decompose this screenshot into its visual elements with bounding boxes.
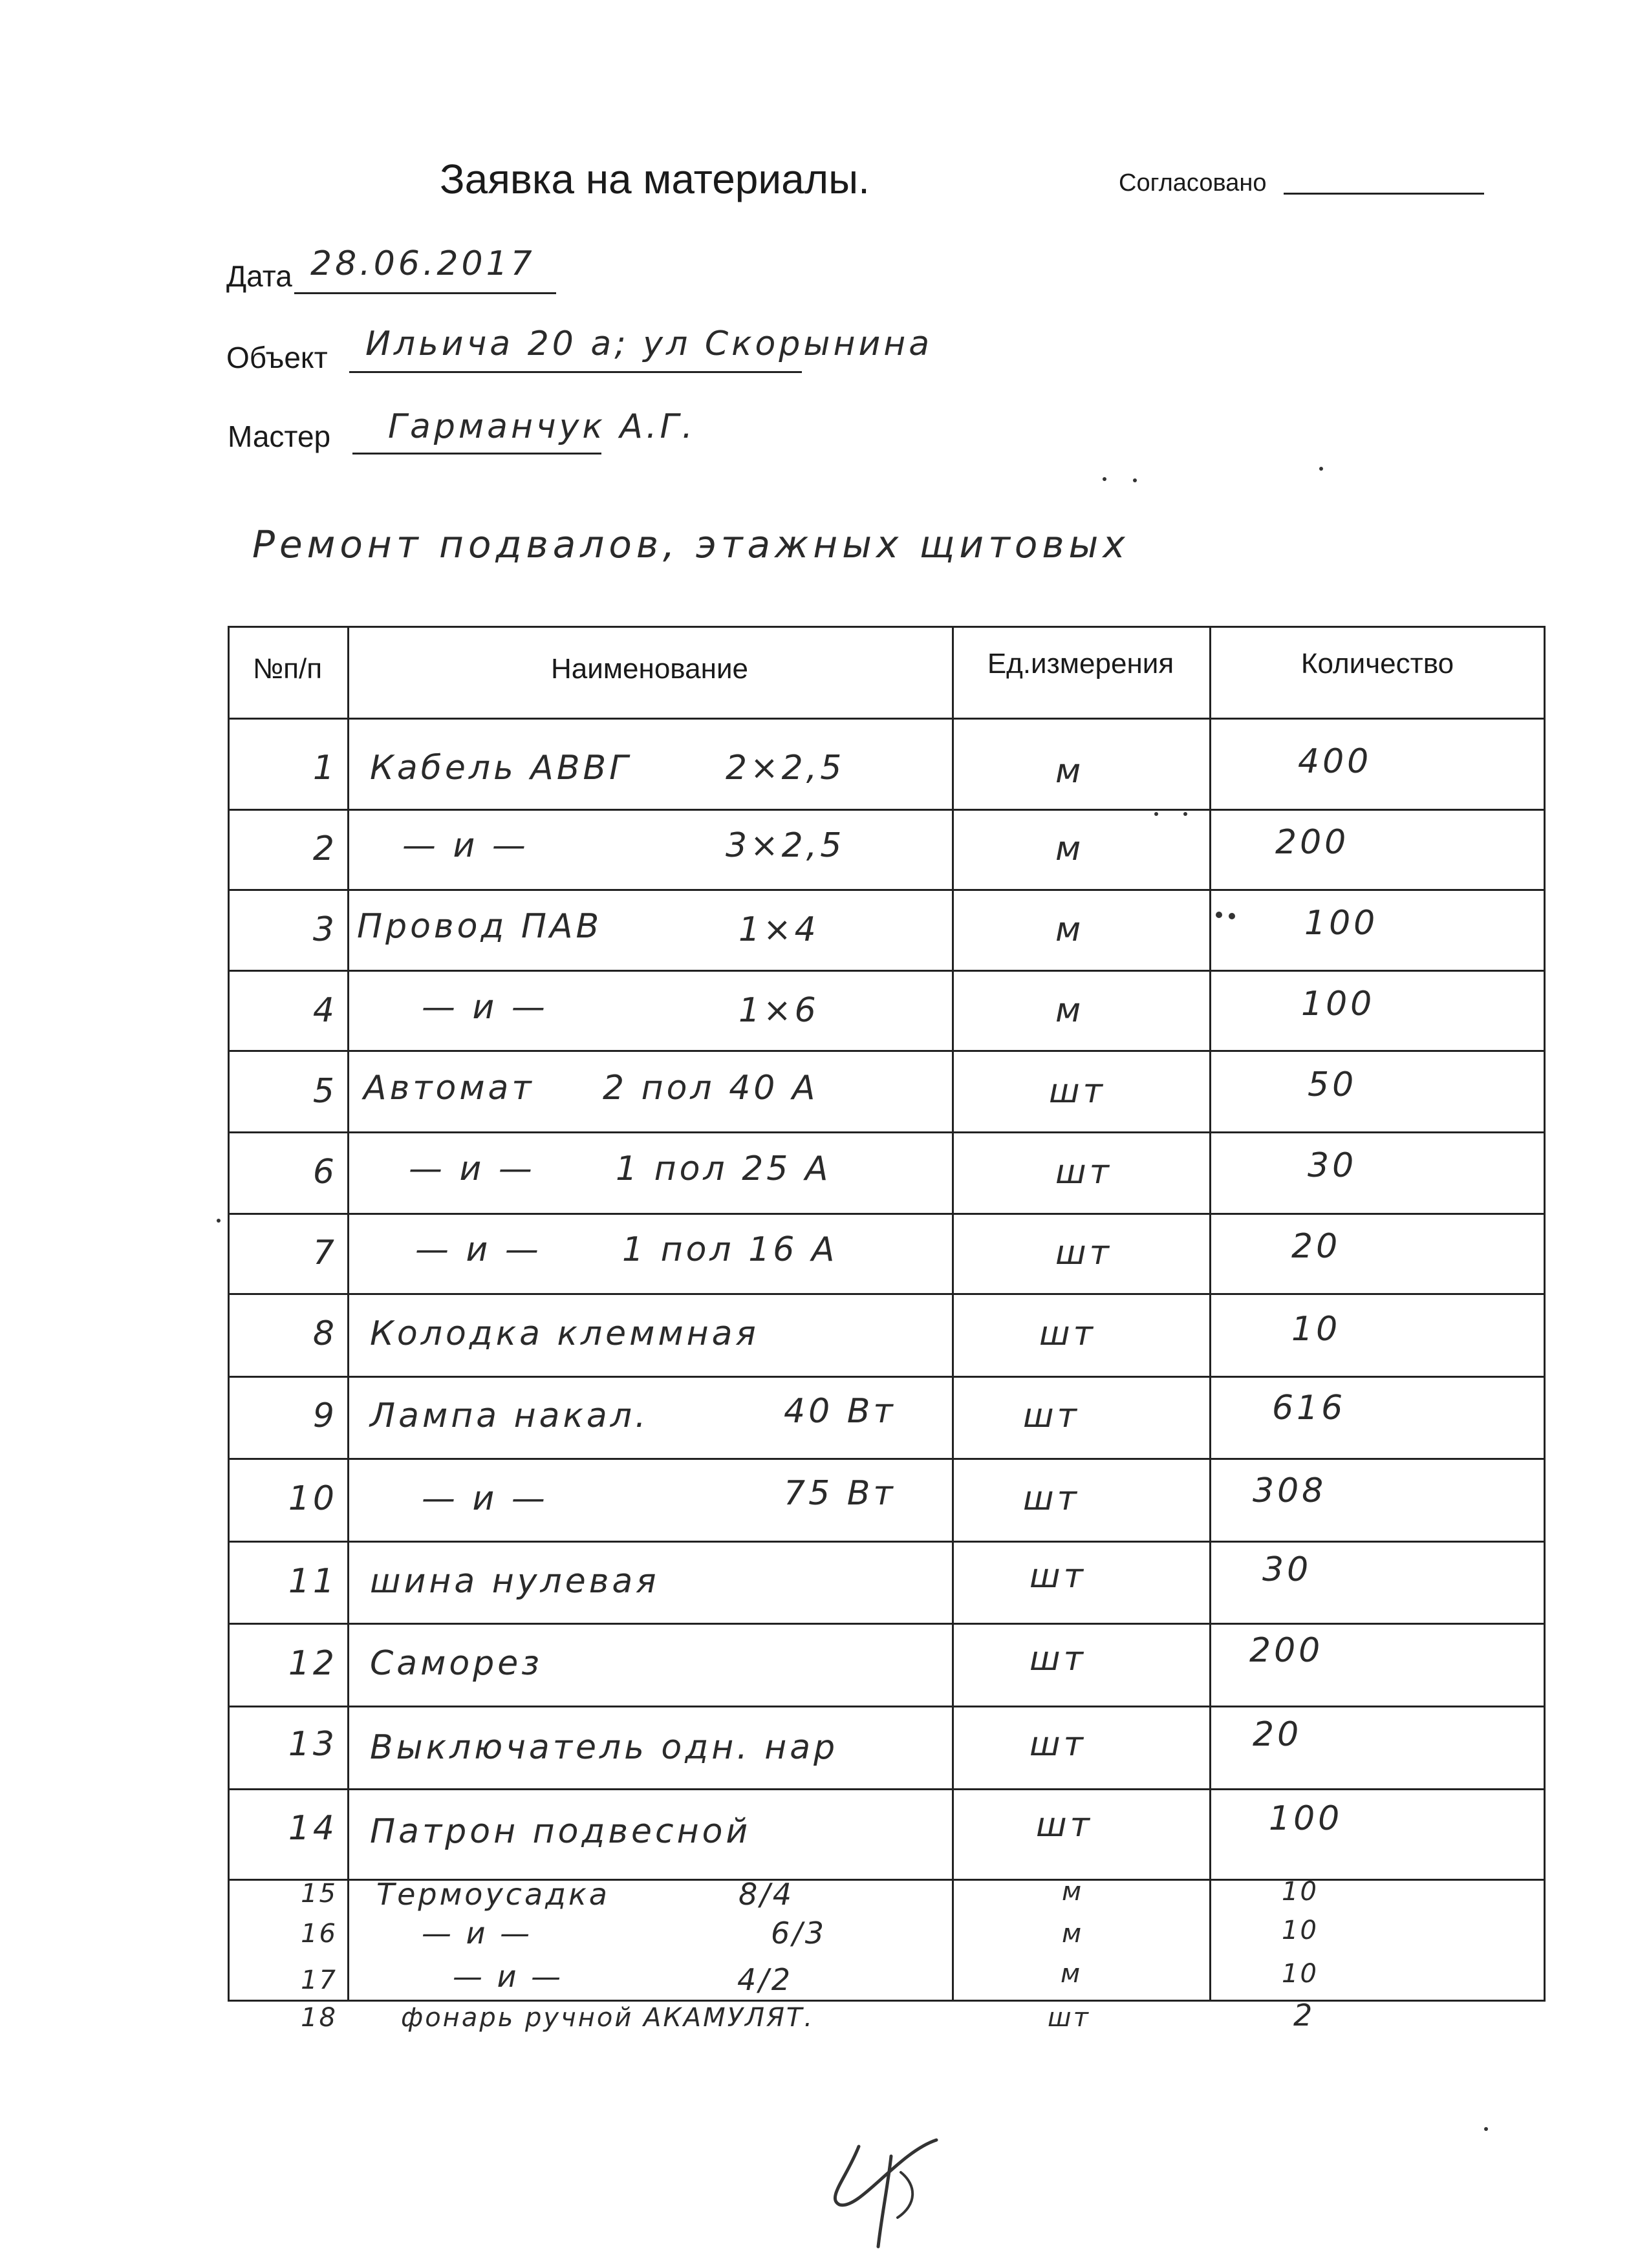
row-unit: м bbox=[1062, 1919, 1084, 1949]
row-quantity: 100 bbox=[1304, 904, 1379, 943]
row-spec: 3×2,5 bbox=[726, 826, 845, 865]
row-name: — и — bbox=[422, 988, 548, 1027]
row-name: Термоусадка bbox=[376, 1877, 610, 1912]
header-unit: Ед.измерения bbox=[987, 648, 1174, 679]
master-value: Гарманчук А.Г. bbox=[388, 407, 696, 446]
row-unit: шт bbox=[1049, 1072, 1106, 1111]
row-number: 13 bbox=[288, 1725, 338, 1764]
row-spec: 1 пол 16 А bbox=[622, 1230, 838, 1269]
row-spec: 1×6 bbox=[738, 991, 819, 1030]
row-divider bbox=[228, 1706, 1546, 1707]
row-unit: шт bbox=[1029, 1557, 1086, 1596]
row-divider bbox=[228, 1376, 1546, 1378]
column-divider bbox=[1209, 626, 1211, 2002]
row-divider bbox=[228, 970, 1546, 972]
row-quantity: 20 bbox=[1291, 1227, 1341, 1266]
scan-speck bbox=[1229, 913, 1235, 919]
row-divider bbox=[228, 1213, 1546, 1215]
row-number: 6 bbox=[312, 1153, 338, 1192]
approved-signature-line bbox=[1284, 193, 1484, 195]
row-spec: 8/4 bbox=[738, 1877, 795, 1912]
row-unit: м bbox=[1055, 910, 1084, 949]
row-quantity: 100 bbox=[1269, 1799, 1343, 1838]
row-number: 5 bbox=[312, 1072, 338, 1111]
signature-mark bbox=[820, 2127, 956, 2256]
row-name: Колодка клеммная bbox=[370, 1314, 759, 1353]
row-name: — и — bbox=[422, 1916, 533, 1951]
row-name: Саморез bbox=[370, 1644, 543, 1683]
row-name: — и — bbox=[453, 1959, 564, 1994]
object-label: Объект bbox=[226, 341, 328, 374]
row-spec: 75 Вт bbox=[784, 1474, 896, 1513]
row-name: — и — bbox=[415, 1230, 542, 1269]
scan-speck bbox=[1319, 467, 1323, 471]
row-quantity: 30 bbox=[1308, 1146, 1357, 1185]
row-spec: 1 пол 25 А bbox=[616, 1150, 832, 1188]
document-title: Заявка на материалы. bbox=[440, 156, 870, 202]
row-number: 18 bbox=[301, 2003, 338, 2033]
row-name: Выключатель одн. нар bbox=[370, 1728, 839, 1767]
row-number: 3 bbox=[312, 910, 338, 949]
date-line bbox=[294, 292, 556, 294]
date-label: Дата bbox=[226, 259, 292, 293]
row-divider bbox=[228, 1050, 1546, 1052]
row-divider bbox=[228, 1293, 1546, 1295]
row-unit: шт bbox=[1048, 2003, 1090, 2033]
object-line bbox=[349, 371, 802, 373]
row-number: 17 bbox=[301, 1965, 338, 1995]
row-number: 14 bbox=[288, 1809, 338, 1848]
row-spec: 6/3 bbox=[771, 1916, 827, 1951]
column-divider bbox=[347, 626, 349, 2002]
scan-speck bbox=[1103, 477, 1106, 481]
object-value: Ильича 20 а; ул Скорынина bbox=[365, 325, 933, 363]
scan-speck bbox=[1216, 912, 1222, 918]
work-description: Ремонт подвалов, этажных щитовых bbox=[252, 522, 1130, 566]
row-quantity: 10 bbox=[1282, 1877, 1319, 1907]
row-number: 8 bbox=[312, 1314, 338, 1353]
row-number: 12 bbox=[288, 1644, 338, 1683]
row-divider bbox=[228, 1131, 1546, 1133]
row-name: — и — bbox=[402, 826, 529, 865]
row-number: 11 bbox=[288, 1562, 338, 1601]
approved-label: Согласовано bbox=[1119, 169, 1267, 197]
row-spec: 4/2 bbox=[737, 1962, 793, 1997]
row-number: 2 bbox=[312, 829, 338, 868]
row-name: Лампа накал. bbox=[370, 1396, 649, 1435]
row-quantity: 50 bbox=[1308, 1065, 1357, 1104]
header-divider bbox=[228, 718, 1546, 720]
row-number: 10 bbox=[288, 1479, 338, 1518]
row-unit: шт bbox=[1029, 1640, 1086, 1678]
row-quantity: 616 bbox=[1272, 1389, 1346, 1428]
row-name: Патрон подвесной bbox=[370, 1812, 751, 1851]
header-number: №п/п bbox=[252, 653, 323, 685]
row-quantity: 100 bbox=[1301, 985, 1375, 1023]
row-unit: шт bbox=[1023, 1396, 1080, 1435]
row-spec: 40 Вт bbox=[784, 1392, 896, 1431]
scan-speck bbox=[217, 1219, 221, 1223]
row-number: 7 bbox=[312, 1234, 338, 1272]
row-name: — и — bbox=[422, 1479, 548, 1518]
row-divider bbox=[228, 1623, 1546, 1625]
row-unit: м bbox=[1061, 1959, 1083, 1989]
column-divider bbox=[952, 626, 954, 2002]
row-spec: 2 пол 40 А bbox=[603, 1069, 819, 1107]
row-name: Провод ПАВ bbox=[357, 907, 603, 946]
date-value: 28.06.2017 bbox=[310, 244, 535, 283]
row-number: 1 bbox=[312, 749, 338, 787]
row-unit: шт bbox=[1036, 1806, 1093, 1845]
row-name: Кабель АВВГ bbox=[370, 749, 632, 787]
master-line bbox=[352, 453, 601, 455]
row-divider bbox=[228, 1788, 1546, 1790]
row-name: — и — bbox=[409, 1150, 535, 1188]
row-name: шина нулевая bbox=[370, 1562, 660, 1601]
materials-table bbox=[228, 626, 1546, 2002]
row-number: 4 bbox=[312, 991, 338, 1030]
row-unit: шт bbox=[1039, 1314, 1096, 1353]
row-number: 15 bbox=[301, 1879, 338, 1909]
row-quantity: 30 bbox=[1262, 1550, 1312, 1589]
scan-speck bbox=[1183, 812, 1187, 816]
header-name: Наименование bbox=[550, 653, 748, 685]
row-quantity: 10 bbox=[1282, 1959, 1319, 1989]
row-divider bbox=[228, 889, 1546, 891]
row-quantity: 10 bbox=[1282, 1916, 1319, 1945]
row-spec: 1×4 bbox=[738, 910, 819, 949]
scan-speck bbox=[1484, 2127, 1488, 2131]
row-divider bbox=[228, 1458, 1546, 1460]
scan-speck bbox=[1154, 812, 1158, 816]
row-divider bbox=[228, 1541, 1546, 1543]
row-unit: м bbox=[1055, 991, 1084, 1030]
row-quantity: 2 bbox=[1293, 1998, 1315, 2033]
row-name: фонарь ручной АКАМУЛЯТ. bbox=[401, 2003, 815, 2033]
row-quantity: 200 bbox=[1249, 1631, 1324, 1670]
row-unit: м bbox=[1062, 1877, 1084, 1907]
row-quantity: 308 bbox=[1253, 1471, 1327, 1510]
master-label: Мастер bbox=[228, 420, 331, 453]
row-unit: м bbox=[1055, 829, 1084, 868]
row-unit: шт bbox=[1023, 1479, 1080, 1518]
row-unit: шт bbox=[1055, 1234, 1112, 1272]
row-spec: 2×2,5 bbox=[726, 749, 845, 787]
row-number: 9 bbox=[312, 1396, 338, 1435]
row-name: Автомат bbox=[363, 1069, 535, 1107]
header-quantity: Количество bbox=[1300, 648, 1454, 679]
row-unit: м bbox=[1055, 752, 1084, 791]
row-number: 16 bbox=[301, 1919, 338, 1949]
row-quantity: 400 bbox=[1298, 742, 1372, 781]
row-quantity: 10 bbox=[1291, 1310, 1341, 1349]
row-quantity: 200 bbox=[1275, 823, 1350, 862]
row-divider bbox=[228, 809, 1546, 811]
row-unit: шт bbox=[1029, 1725, 1086, 1764]
row-unit: шт bbox=[1055, 1153, 1112, 1192]
row-quantity: 20 bbox=[1253, 1715, 1302, 1754]
scan-speck bbox=[1133, 478, 1137, 482]
